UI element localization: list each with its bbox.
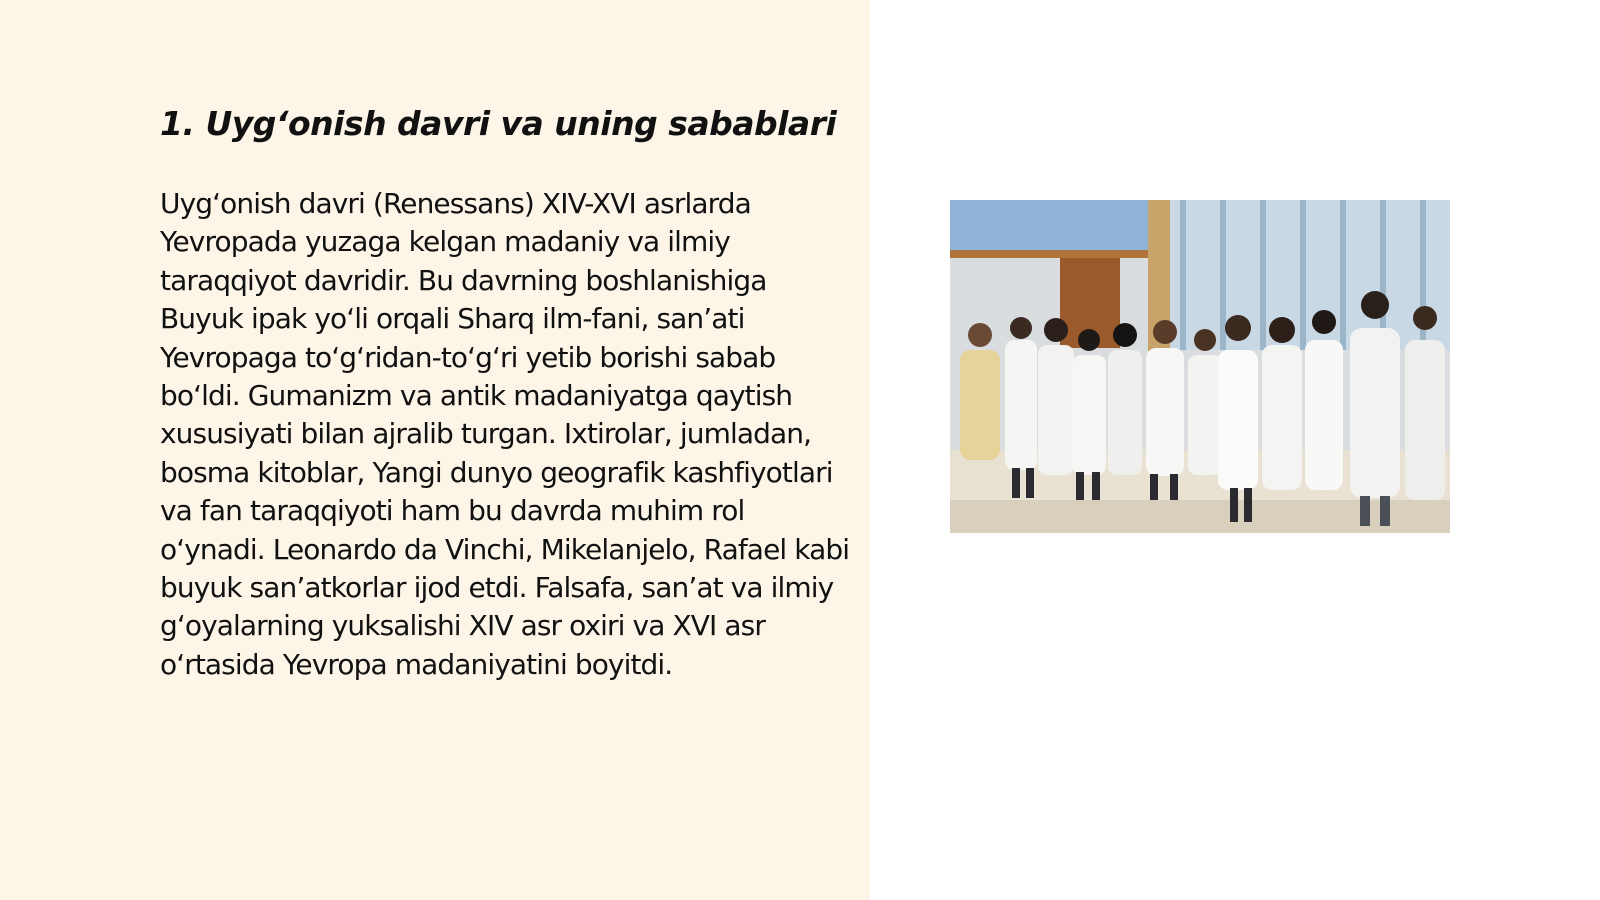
slide-paragraph: Uyg‘onish davri (Renessans) XIV-XVI asrlarda Yevropada yuzaga kelgan madaniy va ilmiy taraqqiyot davridir. Bu davrning boshlanishiga Buyuk ipak yo‘li orqali Sharq ilm-fani, san’ati Yevropaga to‘g‘ridan-to‘g‘ri yetib borishi sabab bo‘ldi. Gumanizm va antik madaniyatga qaytish xususiyati bilan ajralib turgan. Ixtirolar, jumladan, bosma kitoblar, Yangi dunyo geografik kashfiyotlari va fan taraqqiyoti ham bu davrda muhim rol o‘ynadi. Leonardo da Vinchi, Mikelanjelo, Rafael kabi buyuk san’atkorlar ijod etdi. Falsafa, san’at va ilmiy g‘oyalarning yuksalishi XIV asr oxiri va XVI asr o‘rtasida Yevropa madaniyatini boyitdi. [160,187,850,681]
slide-title: 1. Uyg‘onish davri va uning sabablari [160,104,837,143]
group-photo [950,200,1450,533]
